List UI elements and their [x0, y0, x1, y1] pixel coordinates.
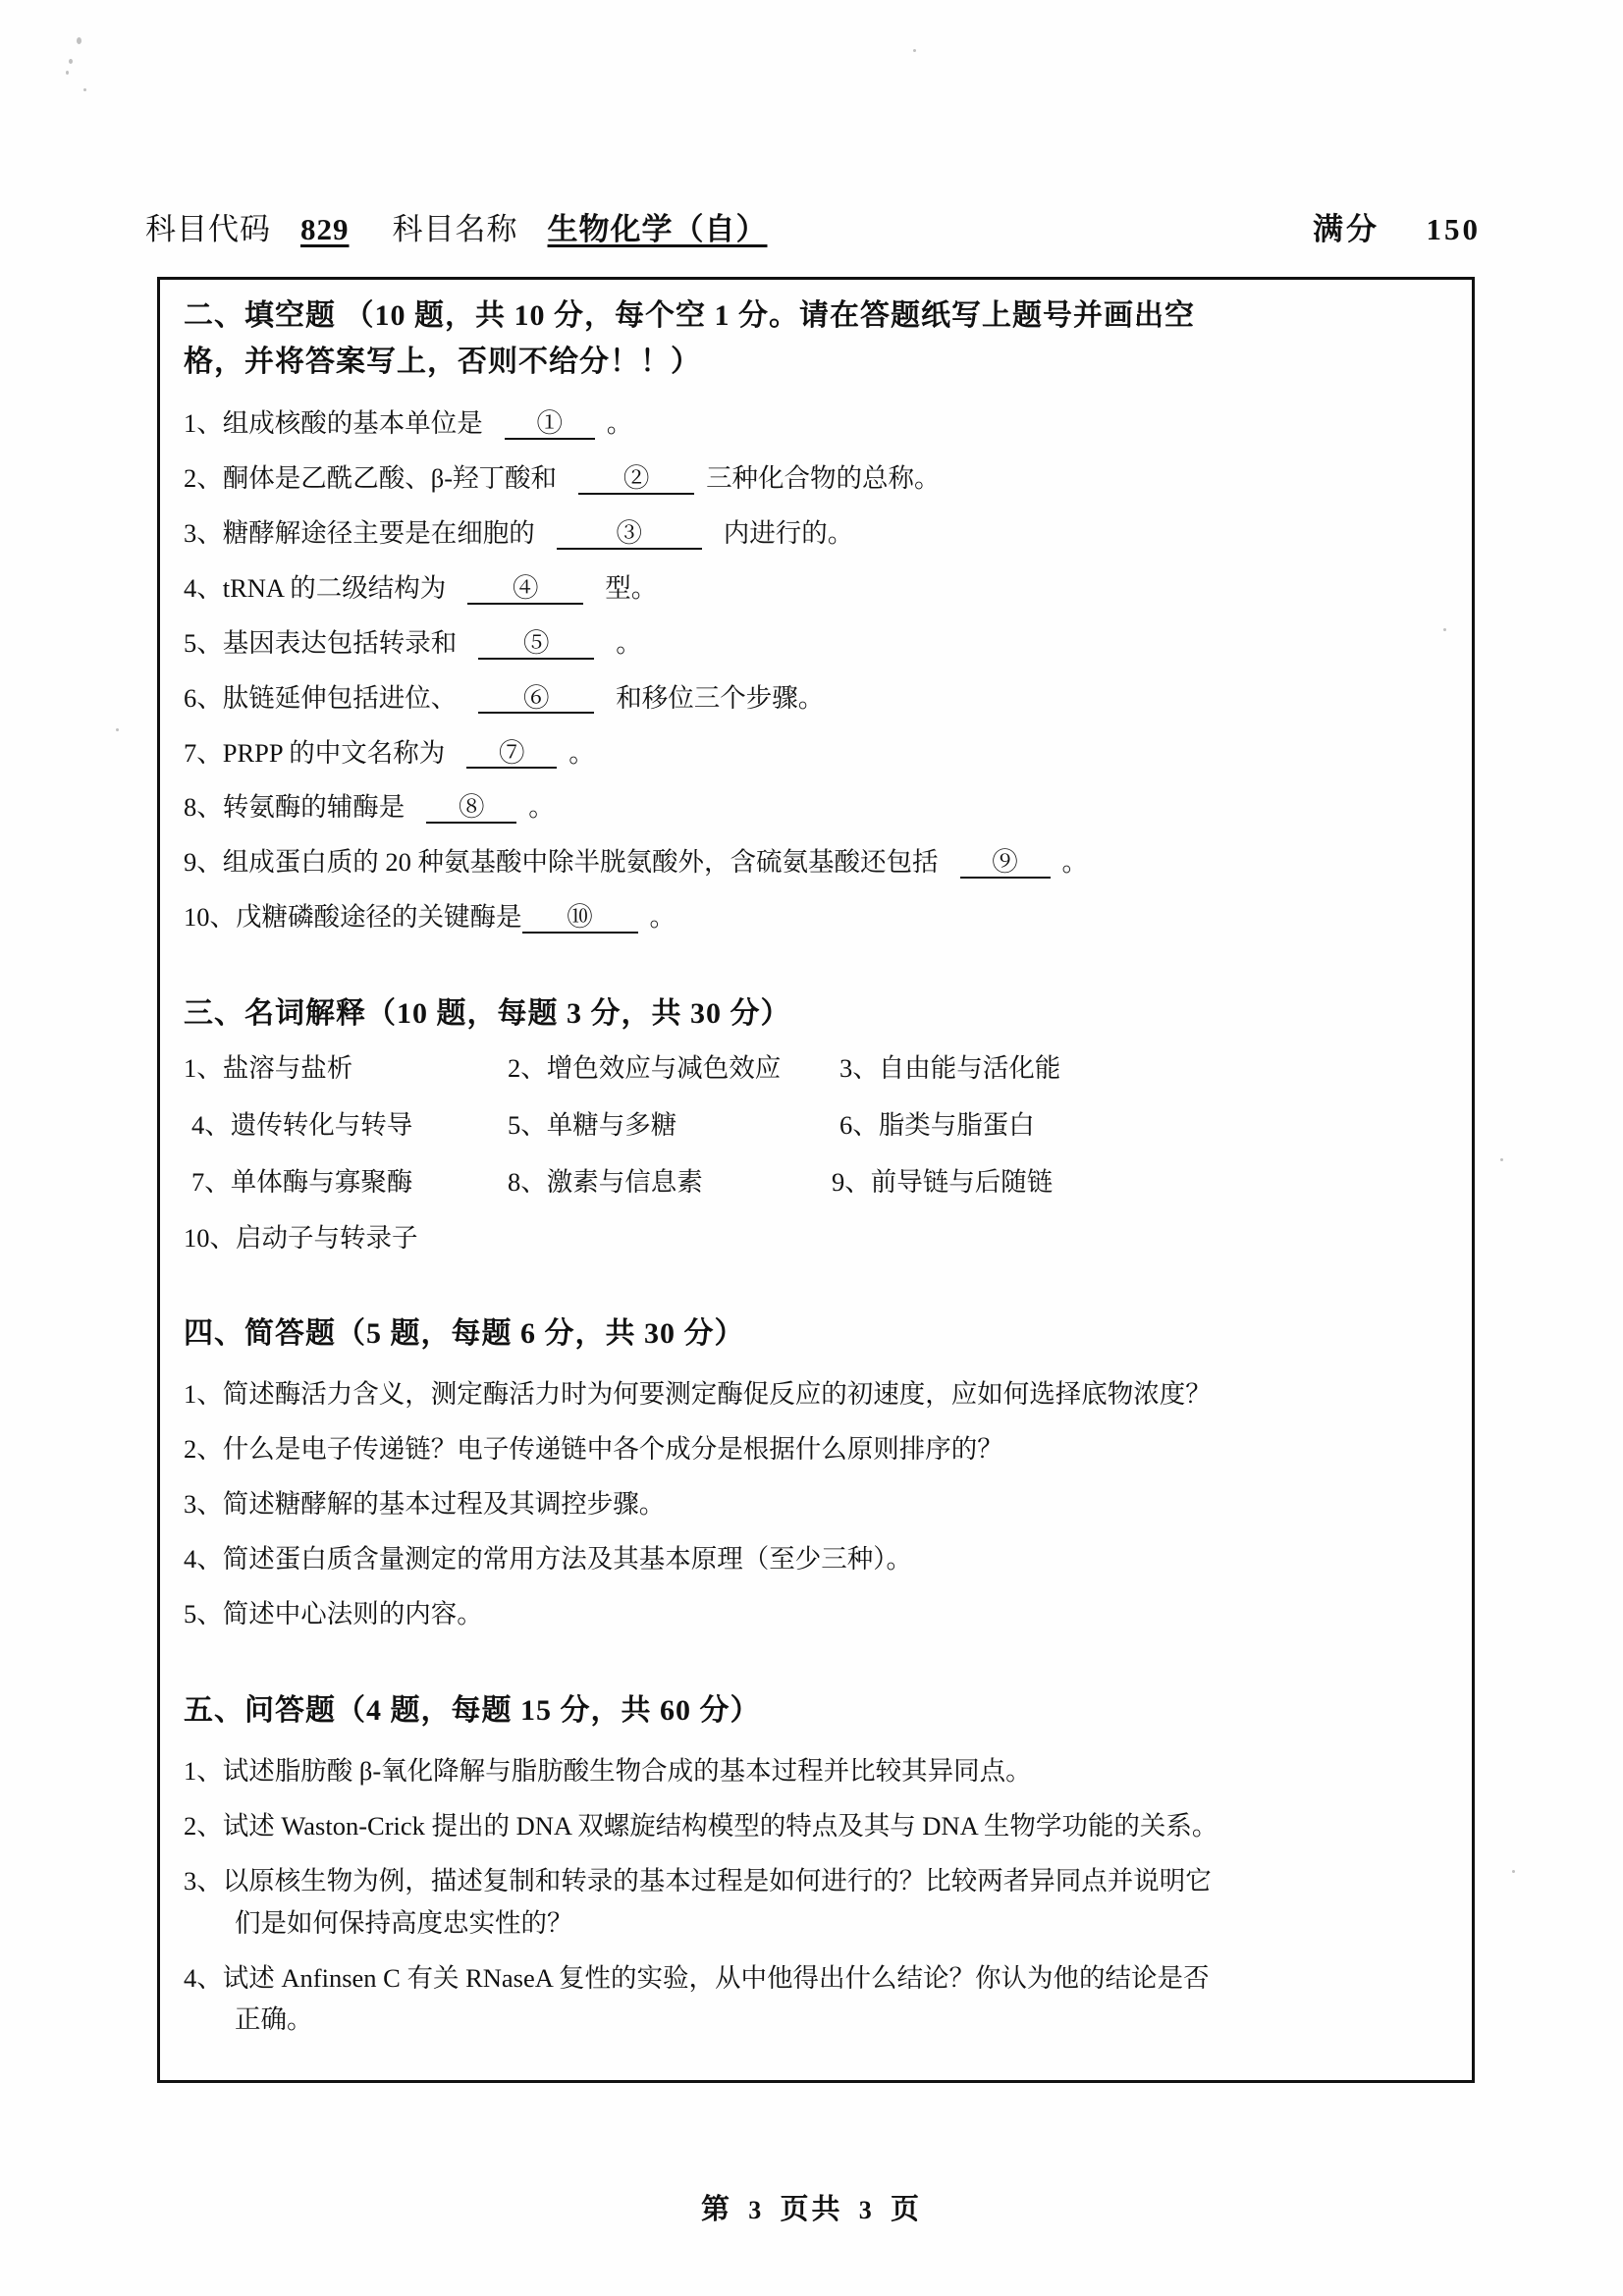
- fill-item-tail: 和移位三个步骤。: [616, 682, 825, 713]
- term-item: 6、脂类与脂蛋白: [839, 1109, 1035, 1140]
- short-answer-list: [184, 1373, 1456, 1635]
- fill-item-tail: 。: [649, 902, 676, 933]
- term-item: 2、增色效应与减色效应: [508, 1053, 782, 1084]
- fill-item-tail: 。: [528, 792, 555, 823]
- fill-item: [184, 677, 1456, 720]
- essay-item: [184, 1805, 1456, 1847]
- fill-heading-line-2: 格，并将答案写上，否则不给分！！）: [184, 345, 701, 378]
- fill-item: [184, 896, 1456, 938]
- fill-item-text: 1、组成核酸的基本单位是: [184, 408, 483, 438]
- answer-blank[interactable]: ⑩: [522, 904, 638, 934]
- subject-name-label: 科目名称: [392, 212, 518, 246]
- fill-item-text: 2、酮体是乙酰乙酸、β-羟丁酸和: [184, 462, 558, 493]
- essay-item-line: 2、试述 Waston-Crick 提出的 DNA 双螺旋结构模型的特点及其与 DNA 生物学功能的关系。: [184, 1810, 1218, 1841]
- scan-speckle: [1500, 1158, 1503, 1161]
- fill-item-tail: 。: [616, 627, 642, 658]
- fill-item-tail: 。: [1061, 847, 1088, 878]
- fill-item-tail: 。: [606, 408, 633, 438]
- exam-content-frame: [157, 277, 1475, 2083]
- answer-blank[interactable]: ⑤: [478, 630, 594, 660]
- full-marks-label: 满分: [1313, 212, 1380, 246]
- fill-item-text: 5、基因表达包括转录和: [184, 627, 458, 658]
- scan-speckle: [66, 71, 69, 75]
- essay-item: [184, 1957, 1456, 2042]
- fill-heading-line-1: 二、填空题 （10 题，共 10 分，每个空 1 分。请在答题纸写上题号并画出空: [184, 299, 1195, 332]
- essay-item: [184, 1750, 1456, 1792]
- footer-prefix: 第: [700, 2194, 732, 2225]
- answer-blank[interactable]: ⑨: [960, 849, 1051, 879]
- essay-item-line: 1、试述脂肪酸 β-氧化降解与脂肪酸生物合成的基本过程并比较其异同点。: [184, 1755, 1032, 1786]
- fill-item: [184, 732, 1456, 774]
- fill-item-tail: 。: [568, 737, 595, 768]
- essay-item-line: 们是如何保持高度忠实性的？: [235, 1907, 573, 1938]
- term-item: 3、自由能与活化能: [839, 1053, 1061, 1084]
- scan-speckle: [69, 59, 73, 64]
- fill-item-text: 4、tRNA 的二级结构为: [184, 572, 447, 603]
- fill-item-text: 7、PRPP 的中文名称为: [184, 737, 446, 768]
- scan-speckle: [83, 88, 86, 91]
- fill-item-text: 3、糖酵解途径主要是在细胞的: [184, 517, 535, 548]
- footer-suffix: 页: [891, 2194, 923, 2225]
- fill-item: [184, 622, 1456, 665]
- page-header: [145, 204, 1481, 255]
- scan-speckle: [116, 728, 119, 731]
- term-item: 7、单体酶与寡聚酶: [191, 1166, 413, 1197]
- short-answer-item: 1、简述酶活力含义，测定酶活力时为何要测定酶促反应的初速度，应如何选择底物浓度？: [184, 1379, 1212, 1410]
- fill-item: [184, 786, 1456, 828]
- fill-item: [184, 567, 1456, 610]
- answer-blank[interactable]: ⑥: [478, 685, 594, 715]
- fill-item: [184, 512, 1456, 555]
- scan-speckle: [913, 49, 916, 52]
- scan-speckle: [1512, 1870, 1515, 1873]
- section-heading-term-explanation: 三、名词解释（10 题，每题 3 分，共 30 分）: [184, 997, 791, 1031]
- answer-blank[interactable]: ③: [557, 520, 702, 550]
- answer-blank[interactable]: ①: [505, 410, 595, 440]
- answer-blank[interactable]: ⑦: [466, 740, 557, 770]
- essay-item-line: 正确。: [235, 2004, 313, 2035]
- section-heading-fill-in-blank: [184, 294, 1456, 385]
- fill-in-blank-list: [184, 402, 1456, 938]
- subject-name-value: 生物化学（自）: [547, 212, 768, 246]
- fill-item: [184, 402, 1456, 445]
- fill-item-tail: 三种化合物的总称。: [706, 462, 941, 493]
- footer-page-number: 3: [748, 2196, 765, 2224]
- short-answer-item: 3、简述糖酵解的基本过程及其调控步骤。: [184, 1489, 666, 1520]
- essay-item-line: 3、以原核生物为例，描述复制和转录的基本过程是如何进行的？比较两者异同点并说明它: [184, 1865, 1212, 1896]
- answer-blank[interactable]: ②: [578, 465, 694, 495]
- short-answer-item: 2、什么是电子传递链？电子传递链中各个成分是根据什么原则排序的？: [184, 1434, 1003, 1465]
- full-marks-value: 150: [1426, 212, 1481, 246]
- subject-code-label: 科目代码: [145, 212, 271, 246]
- subject-code-value: 829: [300, 212, 350, 246]
- term-item: 8、激素与信息素: [508, 1166, 703, 1197]
- footer-middle: 页共: [780, 2194, 843, 2225]
- essay-item-line: 4、试述 Anfinsen C 有关 RNaseA 复性的实验，从中他得出什么结论？你认为他的结论是否: [184, 1962, 1210, 1993]
- section-heading-short-answer: 四、简答题（5 题，每题 6 分，共 30 分）: [184, 1317, 745, 1351]
- answer-blank[interactable]: ⑧: [426, 794, 516, 824]
- page-footer: [0, 2187, 1623, 2227]
- section-heading-essay: 五、问答题（4 题，每题 15 分，共 60 分）: [184, 1693, 761, 1727]
- essay-item: [184, 1860, 1456, 1945]
- footer-total-pages: 3: [858, 2196, 875, 2224]
- fill-item-tail: 型。: [605, 572, 658, 603]
- short-answer-item: 5、简述中心法则的内容。: [184, 1598, 483, 1629]
- fill-item-text: 10、戊糖磷酸途径的关键酶是: [184, 902, 522, 933]
- fill-item-text: 9、组成蛋白质的 20 种氨基酸中除半胱氨酸外，含硫氨基酸还包括: [184, 847, 939, 878]
- essay-list: [184, 1750, 1456, 2042]
- term-explanation-list: [184, 1049, 1456, 1258]
- term-item: 5、单糖与多糖: [508, 1109, 677, 1140]
- term-item: 10、启动子与转录子: [184, 1223, 418, 1254]
- term-item: 4、遗传转化与转导: [191, 1109, 413, 1140]
- short-answer-item: 4、简述蛋白质含量测定的常用方法及其基本原理（至少三种）。: [184, 1543, 912, 1574]
- term-item: 1、盐溶与盐析: [184, 1053, 353, 1084]
- fill-item-text: 6、肽链延伸包括进位、: [184, 682, 458, 713]
- fill-item-tail: 内进行的。: [723, 517, 854, 548]
- answer-blank[interactable]: ④: [467, 575, 583, 605]
- term-item: 9、前导链与后随链: [832, 1166, 1054, 1197]
- scan-speckle: [77, 37, 81, 44]
- fill-item-text: 8、转氨酶的辅酶是: [184, 792, 406, 823]
- fill-item: [184, 457, 1456, 500]
- fill-item: [184, 841, 1456, 883]
